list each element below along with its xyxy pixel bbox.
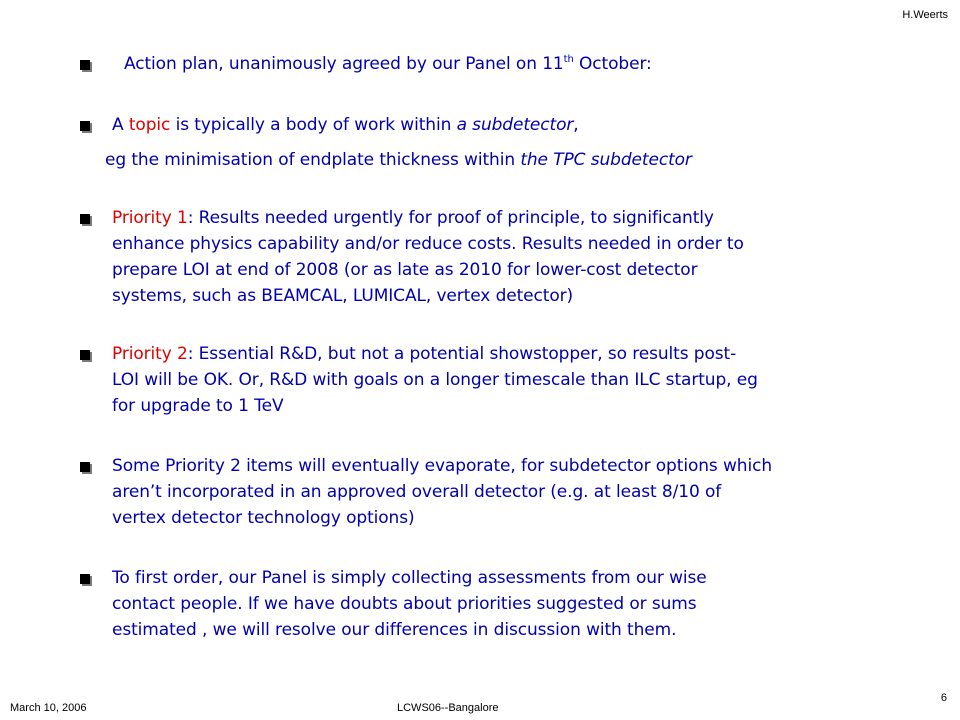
priority-1-label: Priority 1 — [112, 208, 188, 228]
evaporate-line-1: Some Priority 2 items will eventually evaporate, for subdetector options which — [112, 456, 772, 476]
evaporate-line-2: aren’t incorporated in an approved overall detector (e.g. at least 8/10 of — [112, 482, 722, 502]
page-number: 6 — [940, 692, 947, 704]
footer-conference: LCWS06--Bangalore — [397, 702, 499, 714]
ordinal-suffix: th — [563, 54, 574, 65]
priority-1-text: : Results needed urgently for proof of principle, to significantly — [187, 208, 714, 228]
author-name: H.Weerts — [902, 9, 948, 21]
priority-1-line-1 — [112, 208, 714, 228]
first-order-line-1: To first order, our Panel is simply collecting assessments from our wise — [112, 568, 707, 588]
topic-text-a: A — [112, 115, 129, 135]
topic-keyword: topic — [128, 115, 171, 135]
bullet-square-icon — [80, 121, 90, 131]
bullet-square-icon — [80, 60, 90, 70]
bullet-square-icon — [80, 574, 90, 584]
priority-2-text: : Essential R&D, but not a potential showstopper, so results post- — [187, 344, 737, 364]
priority-2-line-3: for upgrade to 1 TeV — [112, 396, 284, 416]
topic-example-subdetector: the TPC subdetector — [520, 150, 692, 170]
bullet-square-icon — [80, 462, 90, 472]
topic-text-b: is typically a body of work within — [170, 115, 457, 135]
topic-comma: , — [573, 115, 579, 135]
bullet-topic-line-2 — [105, 150, 692, 170]
first-order-line-3: estimated , we will resolve our differences in discussion with them. — [112, 620, 677, 640]
bullet-square-icon — [80, 214, 90, 224]
action-plan-text: Action plan, unanimously agreed by our Panel on 11 — [124, 54, 564, 74]
priority-1-line-4: systems, such as BEAMCAL, LUMICAL, vertex detector) — [112, 286, 574, 306]
priority-1-line-2: enhance physics capability and/or reduce costs. Results needed in order to — [112, 234, 744, 254]
priority-2-line-2: LOI will be OK. Or, R&D with goals on a longer timescale than ILC startup, eg — [112, 370, 758, 390]
footer-date: March 10, 2006 — [10, 702, 87, 714]
first-order-line-2: contact people. If we have doubts about priorities suggested or sums — [112, 594, 697, 614]
bullet-action-plan — [124, 54, 652, 74]
bullet-square-icon — [80, 350, 90, 360]
priority-2-line-1 — [112, 344, 736, 364]
priority-2-label: Priority 2 — [112, 344, 188, 364]
evaporate-line-3: vertex detector technology options) — [112, 508, 415, 528]
topic-subdetector: a subdetector — [456, 115, 574, 135]
priority-1-line-3: prepare LOI at end of 2008 (or as late as 2010 for lower-cost detector — [112, 260, 698, 280]
topic-example-text: eg the minimisation of endplate thickness within — [105, 150, 521, 170]
action-plan-month: October: — [573, 54, 652, 74]
bullet-topic-line-1 — [112, 115, 579, 135]
